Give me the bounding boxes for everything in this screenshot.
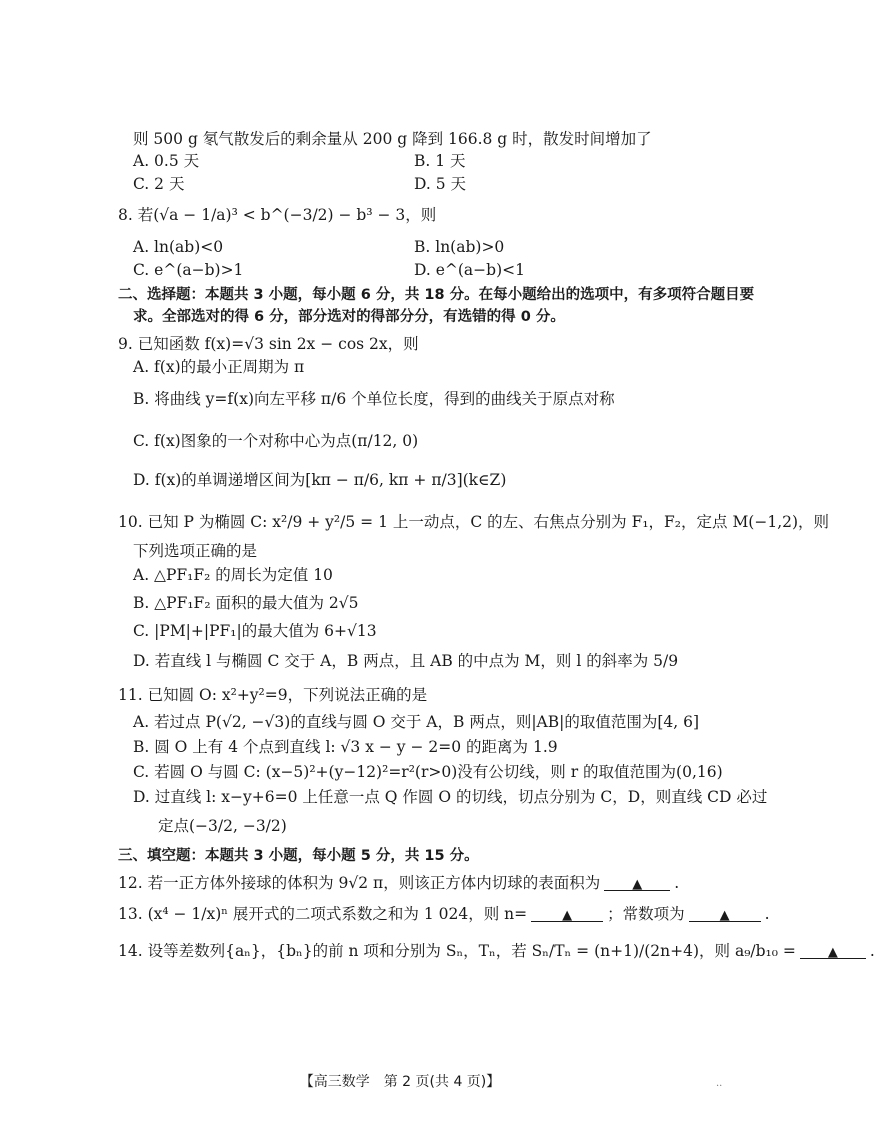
corner-mark: ..: [716, 1078, 723, 1089]
q9-option-a: A. f(x)的最小正周期为 π: [133, 358, 305, 376]
q10-stem: 10. 已知 P 为椭圆 C: x²/9 + y²/5 = 1 上一动点，C 的左、右焦点分别为 F₁，F₂，定点 M(−1,2)，则: [118, 513, 830, 531]
q8-option-c: C. e^(a−b)>1: [133, 261, 244, 279]
q14-answer-blank[interactable]: [800, 940, 866, 959]
q8-option-a: A. ln(ab)<0: [133, 238, 224, 256]
q13-answer-blank-n[interactable]: [531, 903, 603, 922]
q12-answer-blank[interactable]: [604, 872, 670, 891]
q10-stem-cont: 下列选项正确的是: [133, 542, 258, 560]
q7-option-d: D. 5 天: [414, 175, 467, 193]
q7-option-b: B. 1 天: [414, 152, 466, 170]
page-footer: 【高三数学 第 2 页(共 4 页)】: [299, 1074, 501, 1090]
q9-stem: 9. 已知函数 f(x)=√3 sin 2x − cos 2x，则: [118, 335, 419, 353]
q14: [118, 940, 875, 962]
q7-option-a: A. 0.5 天: [133, 152, 200, 170]
q7-option-c: C. 2 天: [133, 175, 185, 193]
q14-period: .: [869, 942, 875, 960]
q12: [118, 872, 679, 894]
q8-stem: 8. 若(√a − 1/a)³ < b^(−3/2) − b³ − 3，则: [118, 206, 437, 224]
q12-stem: 12. 若一正方体外接球的体积为 9√2 π，则该正方体内切球的表面积为: [118, 874, 601, 892]
q10-option-d: D. 若直线 l 与椭圆 C 交于 A，B 两点，且 AB 的中点为 M，则 l 的斜率为 5/9: [133, 652, 679, 670]
section-2-heading-cont: 求。全部选对的得 6 分，部分选对的得部分分，有选错的得 0 分。: [133, 309, 565, 325]
q11-option-a: A. 若过点 P(√2, −√3)的直线与圆 O 交于 A，B 两点，则|AB|的取值范围为[4, 6]: [133, 713, 700, 731]
q9-option-d: D. f(x)的单调递增区间为[kπ − π/6, kπ + π/3](k∈Z): [133, 471, 507, 489]
q11-option-b: B. 圆 O 上有 4 个点到直线 l: √3 x − y − 2=0 的距离为 1.9: [133, 738, 558, 756]
q10-option-b: B. △PF₁F₂ 面积的最大值为 2√5: [133, 594, 359, 612]
q9-option-b: B. 将曲线 y=f(x)向左平移 π/6 个单位长度，得到的曲线关于原点对称: [133, 390, 615, 408]
q11-option-d-cont: 定点(−3/2, −3/2): [158, 817, 287, 835]
q13-stem: 13. (x⁴ − 1/x)ⁿ 展开式的二项式系数之和为 1 024，则 n=: [118, 905, 528, 923]
triangle-icon: ▲: [719, 908, 730, 923]
q8-option-d: D. e^(a−b)<1: [414, 261, 525, 279]
q14-stem: 14. 设等差数列{aₙ}，{bₙ}的前 n 项和分别为 Sₙ，Tₙ，若 Sₙ/Tₙ = (n+1)/(2n+4)，则 a₉/b₁₀ =: [118, 942, 796, 960]
q13-answer-blank-constant[interactable]: [689, 903, 761, 922]
q9-option-c: C. f(x)图象的一个对称中心为点(π/12, 0): [133, 432, 419, 450]
q10-option-c: C. |PM|+|PF₁|的最大值为 6+√13: [133, 622, 377, 640]
triangle-icon: ▲: [632, 877, 643, 892]
q12-period: .: [674, 874, 680, 892]
q13: [118, 903, 770, 925]
q11-stem: 11. 已知圆 O: x²+y²=9，下列说法正确的是: [118, 686, 428, 704]
section-3-heading: 三、填空题：本题共 3 小题，每小题 5 分，共 15 分。: [118, 848, 479, 864]
q8-option-b: B. ln(ab)>0: [414, 238, 505, 256]
q11-option-c: C. 若圆 O 与圆 C: (x−5)²+(y−12)²=r²(r>0)没有公切线，则 r 的取值范围为(0,16): [133, 763, 723, 781]
q7-stem-tail: 则 500 g 氡气散发后的剩余量从 200 g 降到 166.8 g 时，散发时间增加了: [133, 130, 652, 148]
q11-option-d: D. 过直线 l: x−y+6=0 上任意一点 Q 作圆 O 的切线，切点分别为 C，D，则直线 CD 必过: [133, 788, 768, 806]
q10-option-a: A. △PF₁F₂ 的周长为定值 10: [133, 566, 333, 584]
triangle-icon: ▲: [827, 945, 838, 960]
q13-period: .: [764, 905, 770, 923]
triangle-icon: ▲: [562, 908, 573, 923]
section-2-heading: 二、选择题：本题共 3 小题，每小题 6 分，共 18 分。在每小题给出的选项中，有多项符合题目要: [118, 287, 755, 303]
q13-stem-cont: ；常数项为: [607, 905, 685, 923]
